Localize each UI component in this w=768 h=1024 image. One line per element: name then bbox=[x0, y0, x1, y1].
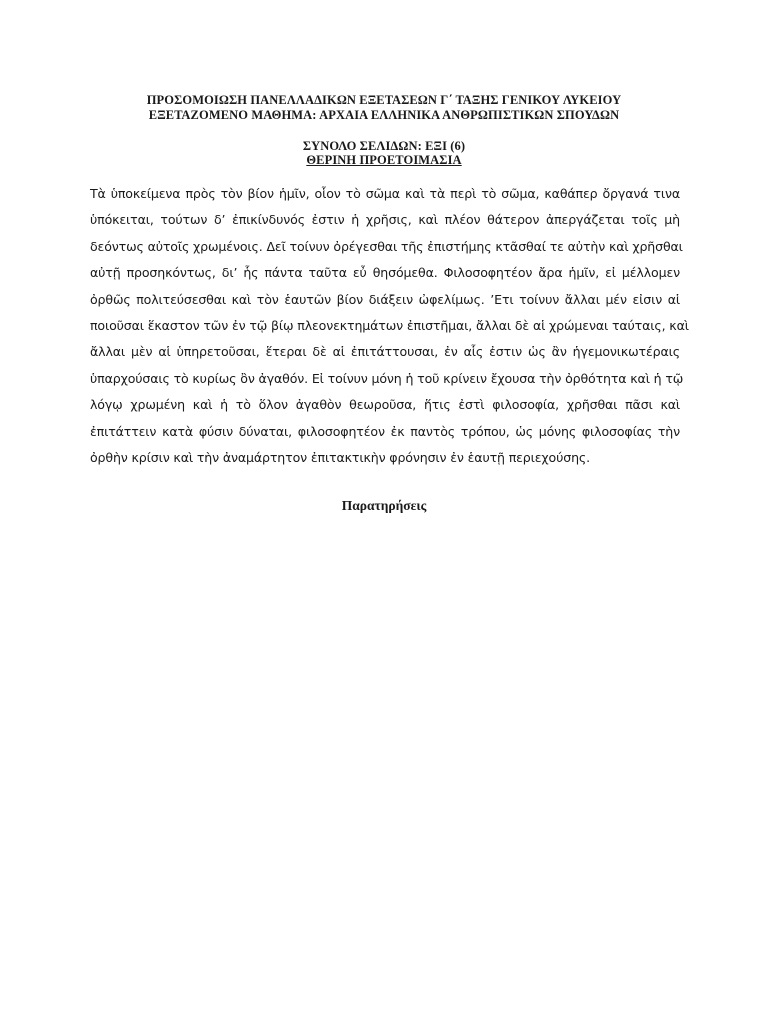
passage-line: λόγῳ χρωμένη καὶ ἡ τὸ ὅλον ἀγαθὸν θεωροῦσα, ἥτις ἐστὶ φιλοσοφία, χρῆσθαι πᾶσι καὶ bbox=[90, 397, 680, 413]
passage-line: ἐπιτάττειν κατὰ φύσιν δύναται, φιλοσοφητέον ἐκ παντὸς τρόπου, ὡς μόνης φιλοσοφίας τὴν bbox=[90, 423, 680, 439]
passage-line: ὀρθὴν κρίσιν καὶ τὴν ἀναμάρτητον ἐπιτακτικὴν φρόνησιν ἐν ἑαυτῇ περιεχούσης. bbox=[90, 449, 590, 465]
exam-title: ΠΡΟΣΟΜΟΙΩΣΗ ΠΑΝΕΛΛΑΔΙΚΩΝ ΕΞΕΤΑΣΕΩΝ Γ΄ ΤΑΞΗΣ ΓΕΝΙΚΟΥ ΛΥΚΕΙΟΥ bbox=[146, 93, 622, 107]
passage-line: αὐτῇ προσηκόντως, δι’ ἧς πάντα ταῦτα εὖ θησόμεθα. Φιλοσοφητέον ἄρα ἡμῖν, εἰ μέλλομεν bbox=[90, 265, 680, 281]
passage-line: ἄλλαι μὲν αἱ ὑπηρετοῦσαι, ἕτεραι δὲ αἱ ἐπιτάττουσαι, ἐν αἷς ἐστιν ὡς ἂν ἡγεμονικωτέραις bbox=[90, 344, 680, 360]
exam-session: ΘΕΡΙΝΗ ΠΡΟΕΤΟΙΜΑΣΙΑ bbox=[306, 153, 462, 167]
exam-subject: ΕΞΕΤΑΖΟΜΕΝΟ ΜΑΘΗΜΑ: ΑΡΧΑΙΑ ΕΛΛΗΝΙΚΑ ΑΝΘΡΩΠΙΣΤΙΚΩΝ ΣΠΟΥΔΩΝ bbox=[148, 108, 620, 122]
ancient-greek-passage bbox=[90, 181, 689, 471]
notes-heading: Παρατηρήσεις bbox=[341, 498, 427, 513]
passage-line: ποιοῦσαι ἕκαστον τῶν ἐν τῷ βίῳ πλεονεκτημάτων ἐπιστῆμαι, ἄλλαι δὲ αἱ χρώμεναι ταύταις, καὶ bbox=[90, 317, 689, 333]
page-count: ΣΥΝΟΛΟ ΣΕΛΙΔΩΝ: ΕΞΙ (6) bbox=[302, 139, 466, 153]
passage-line: δεόντως αὐτοῖς χρωμένοις. Δεῖ τοίνυν ὀρέγεσθαι τῆς ἐπιστήμης κτᾶσθαί τε αὐτὴν καὶ χρῆσθαι bbox=[90, 238, 683, 254]
passage-line: ὀρθῶς πολιτεύσεσθαι καὶ τὸν ἑαυτῶν βίον διάξειν ὠφελίμως. ’Ετι τοίνυν ἄλλαι μέν εἰσιν αἱ bbox=[90, 291, 680, 307]
passage-line: Τὰ ὑποκείμενα πρὸς τὸν βίον ἡμῖν, οἷον τὸ σῶμα καὶ τὰ περὶ τὸ σῶμα, καθάπερ ὄργανά τινα bbox=[90, 186, 680, 201]
passage-line: ὑπαρχούσαις τὸ κυρίως ὂν ἀγαθόν. Εἰ τοίνυν μόνη ἡ τοῦ κρίνειν ἔχουσα τὴν ὀρθότητα καὶ ἡ τῷ bbox=[90, 370, 684, 386]
passage-line: ὑπόκειται, τούτων δ’ ἐπικίνδυνός ἐστιν ἡ χρῆσις, καὶ πλέον θάτερον ἀπεργάζεται τοῖς μὴ bbox=[90, 212, 680, 228]
